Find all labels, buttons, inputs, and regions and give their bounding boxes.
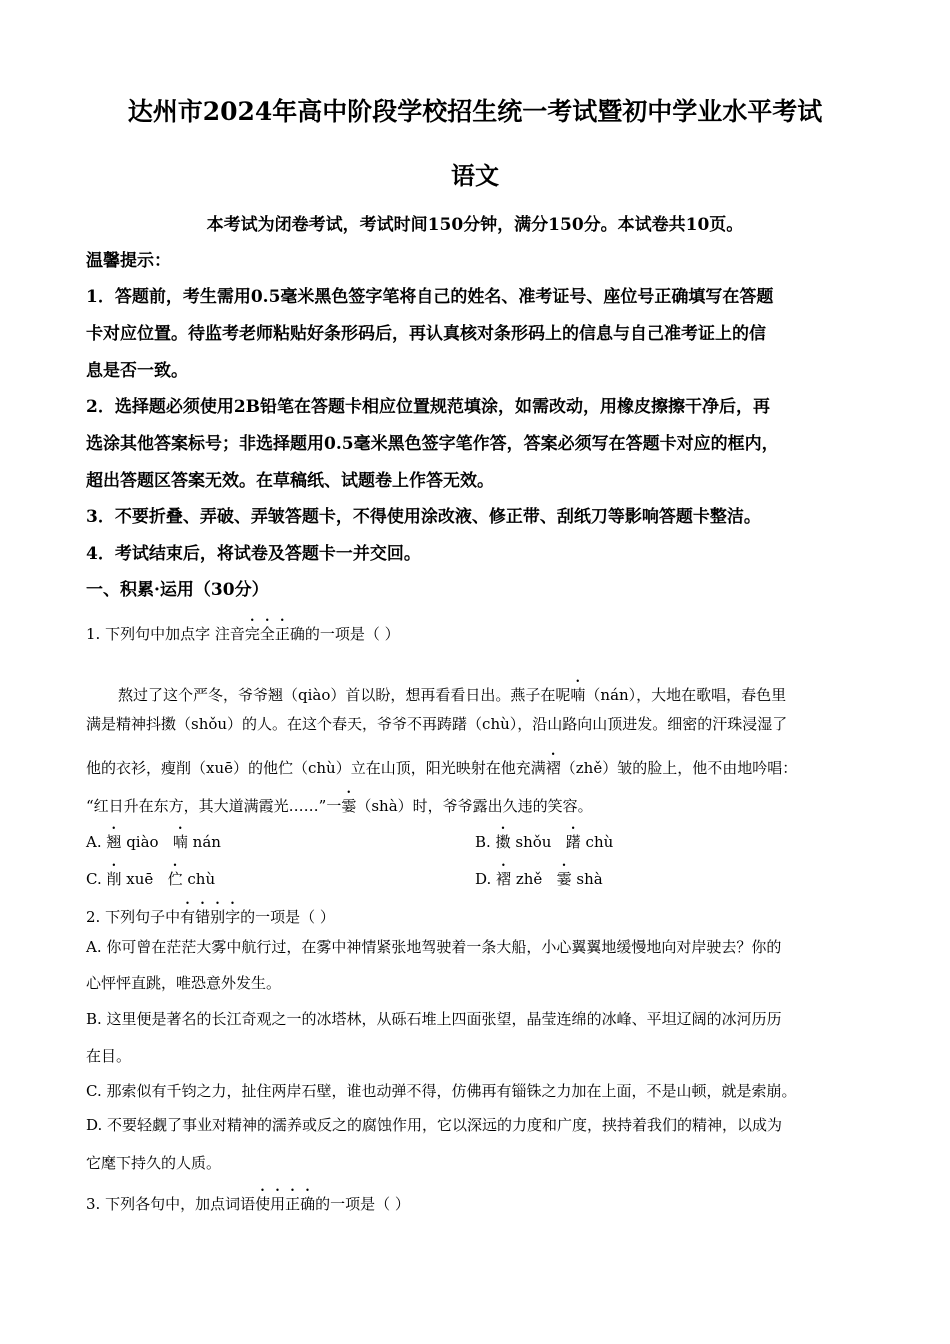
q3-stem-tail: 的一项是（ ） — [315, 1195, 410, 1213]
passage-text: 他的衣衫，瘦削（xuē）的他伫（chù）立在山顶，阳光映射在他充满 — [86, 759, 546, 777]
q2-option-d-line-2: 它麾下持久的人质。 — [86, 1154, 222, 1172]
q1-stem-tail: 确的一项是（ ） — [289, 625, 400, 643]
q2-stem-tail: 的一项是（ ） — [240, 908, 335, 926]
dotted-char: 褶 — [545, 759, 561, 777]
q1-stem — [86, 616, 400, 644]
q1-stem-text: 1. 下列句中加点字 注音 — [86, 625, 245, 643]
option-label: C. — [86, 870, 102, 888]
q2-stem-text: 2. 下列句子中 — [86, 908, 181, 926]
q2-stem-emphasis: 有错别字 — [180, 908, 241, 926]
q1-passage-line-4 — [86, 788, 593, 816]
notice-item-1-line-3: 息是否一致。 — [86, 361, 188, 381]
notice-item-2-line-3: 超出答题区答案无效。在草稿纸、试题卷上作答无效。 — [86, 471, 494, 491]
notice-item-1-line-2: 卡对应位置。待监考老师粘贴好条形码后，再认真核对条形码上的信息与自己准考证上的信 — [86, 324, 766, 344]
q1-option-b[interactable] — [475, 824, 613, 852]
q1-option-a[interactable] — [86, 824, 221, 852]
option-label: D. — [475, 870, 492, 888]
exam-info: 本考试为闭卷考试，考试时间150分钟，满分150分。本试卷共10页。 — [206, 215, 744, 235]
option-pinyin: qiào — [126, 833, 159, 851]
option-char: 褶 — [496, 870, 512, 888]
option-char: 擞 — [495, 833, 511, 851]
q1-option-d[interactable] — [475, 861, 603, 889]
passage-text: 熬过了这个严冬，爷爷翘（qiào）首以盼，想再看看日出。燕子在呢 — [118, 686, 571, 704]
dotted-char: 喃 — [570, 686, 586, 704]
option-char: 伫 — [167, 870, 183, 888]
subject-title: 语文 — [451, 161, 499, 190]
notice-item-2-line-2: 选涂其他答案标号；非选择题用0.5毫米黑色签字笔作答，答案必须写在答题卡对应的框内， — [86, 434, 779, 454]
option-pinyin: zhě — [515, 870, 543, 888]
q1-passage-line-3 — [86, 750, 797, 778]
notice-item-1-line-1: 1．答题前，考生需用0.5毫米黑色签字笔将自己的姓名、准考证号、座位号正确填写在答题 — [86, 287, 774, 307]
option-pinyin: chù — [187, 870, 216, 888]
option-char: 喃 — [172, 833, 188, 851]
passage-text: （nán），大地在歌唱，春色里 — [585, 686, 787, 704]
notice-heading: 温馨提示： — [86, 251, 171, 271]
passage-text: “红日升在东方，其大道满霞光……”一 — [86, 797, 342, 815]
q2-option-d-line-1[interactable]: D. 不要轻觑了事业对精神的濡养或反之的腐蚀作用，它以深远的力度和广度，挟持着我们的精神，以成为 — [86, 1116, 783, 1134]
q3-stem-text: 3. 下列各句中，加点词语 — [86, 1195, 256, 1213]
q2-option-c-line-1[interactable]: C. 那索似有千钧之力，扯住两岸石壁，谁也动弹不得，仿佛再有锱铢之力加在上面，不是山顿，就是索崩。 — [86, 1082, 797, 1100]
option-pinyin: shǒu — [515, 833, 552, 851]
q3-stem-emphasis: 使用正确 — [255, 1195, 316, 1213]
q1-option-c[interactable] — [86, 861, 215, 889]
q2-stem — [86, 899, 335, 927]
option-pinyin: nán — [192, 833, 221, 851]
section-1-heading: 一、积累·运用（30分） — [86, 580, 269, 600]
q2-option-a-line-2: 心怦怦直跳，唯恐意外发生。 — [86, 974, 282, 992]
q1-stem-emphasis: 完全正 — [244, 625, 290, 643]
notice-item-4: 4．考试结束后，将试卷及答题卡一并交回。 — [86, 544, 421, 564]
option-label: B. — [475, 833, 491, 851]
q1-passage-line-1 — [118, 677, 786, 705]
option-char: 翘 — [106, 833, 122, 851]
option-pinyin: xuē — [126, 870, 154, 888]
notice-item-3: 3．不要折叠、弄破、弄皱答题卡，不得使用涂改液、修正带、刮纸刀等影响答题卡整洁。 — [86, 507, 761, 527]
option-char: 躇 — [565, 833, 581, 851]
q2-option-b-line-1[interactable]: B. 这里便是著名的长江奇观之一的冰塔林，从砾石堆上四面张望，晶莹连绵的冰峰、平坦辽阔的冰河历历 — [86, 1010, 782, 1028]
option-char: 霎 — [556, 870, 572, 888]
dotted-char: 霎 — [341, 797, 357, 815]
option-char: 削 — [106, 870, 122, 888]
option-label: A. — [86, 833, 102, 851]
option-pinyin: chù — [585, 833, 614, 851]
notice-item-2-line-1: 2．选择题必须使用2B铅笔在答题卡相应位置规范填涂，如需改动，用橡皮擦擦干净后，再 — [86, 397, 771, 417]
passage-text: （zhě）皱的脸上，他不由地吟唱： — [560, 759, 798, 777]
passage-text: （shà）时，爷爷露出久违的笑容。 — [356, 797, 593, 815]
q3-stem — [86, 1186, 410, 1214]
q2-option-a-line-1[interactable]: A. 你可曾在茫茫大雾中航行过，在雾中神情紧张地驾驶着一条大船，小心翼翼地缓慢地向对岸驶去？你的 — [86, 938, 782, 956]
q1-passage-line-2: 满是精神抖擞（shǒu）的人。在这个春天，爷爷不再踌躇（chù），沿山路向山顶进发。细密的汗珠浸湿了 — [86, 715, 788, 733]
option-pinyin: shà — [576, 870, 603, 888]
q2-option-b-line-2: 在目。 — [86, 1047, 132, 1065]
exam-title: 达州市2024年高中阶段学校招生统一考试暨初中学业水平考试 — [127, 97, 823, 126]
